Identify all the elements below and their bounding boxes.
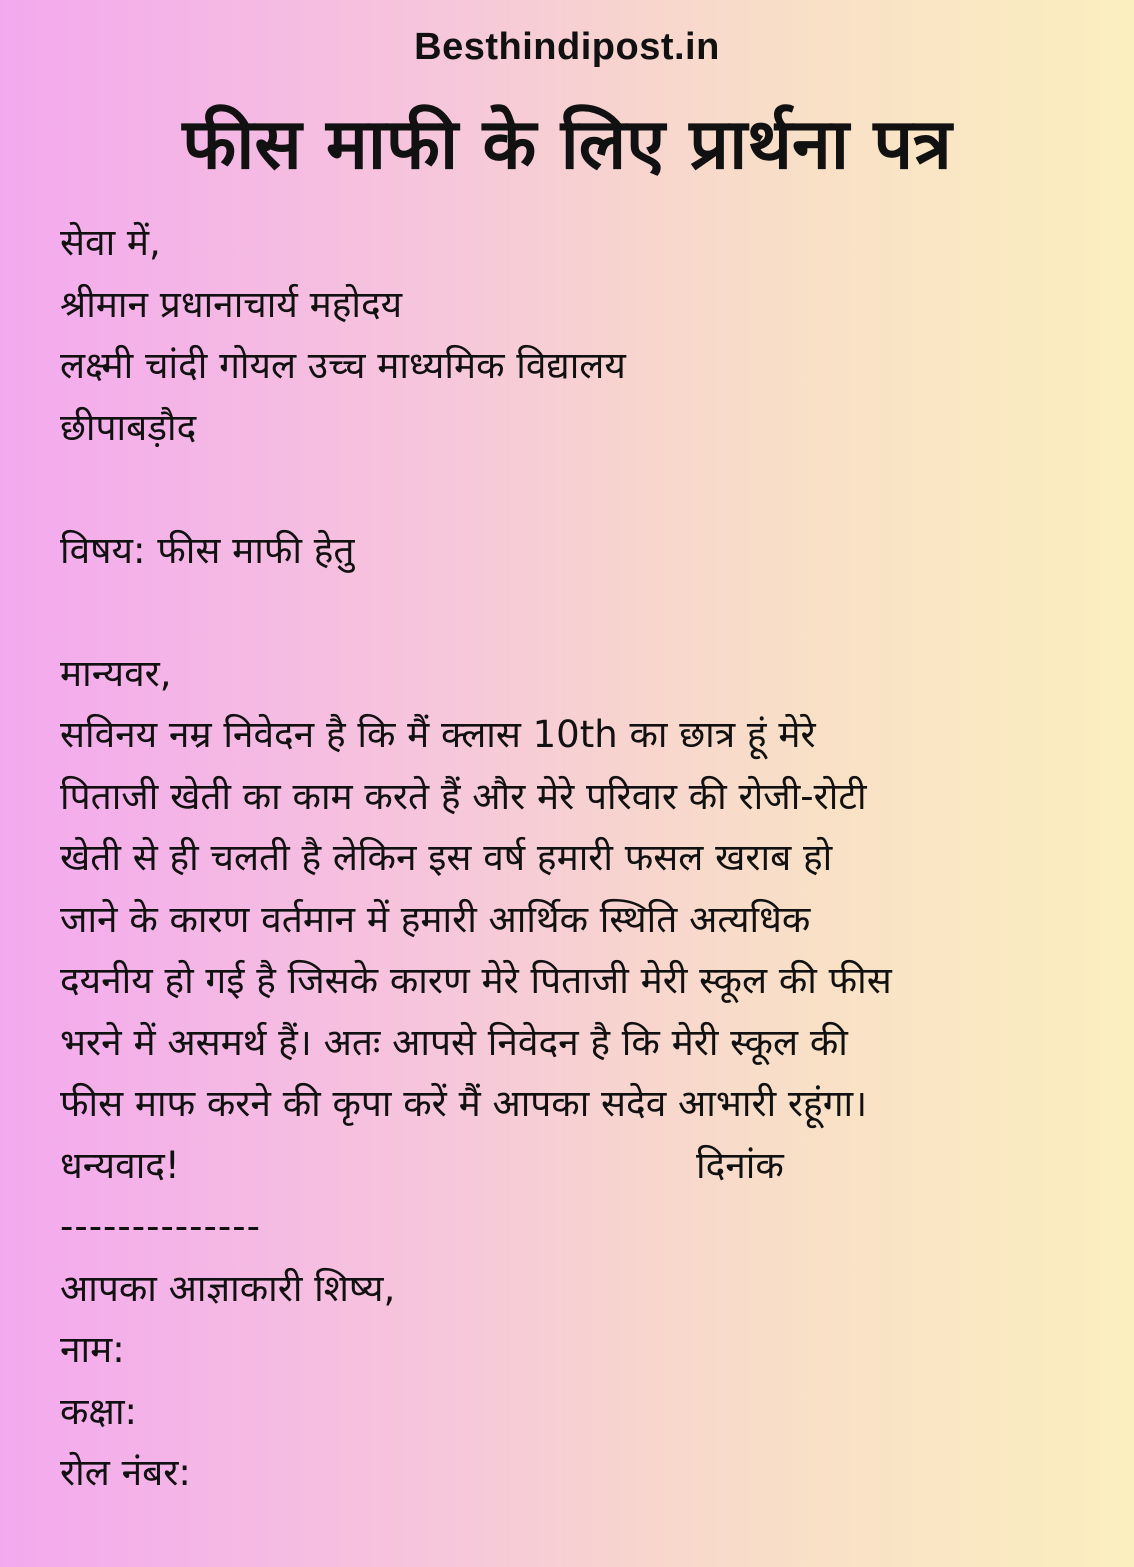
body-line-1: सविनय नम्र निवेदन है कि मैं क्लास 10th का छात्र हूं मेरे xyxy=(60,713,816,756)
body-line-5: दयनीय हो गई है जिसके कारण मेरे पिताजी मेरी स्कूल की फीस xyxy=(60,959,892,1002)
body-line-7: फीस माफ करने की कृपा करें मैं आपका सदेव आभारी रहूंगा। xyxy=(60,1082,868,1125)
roll-number-label: रोल नंबर: xyxy=(60,1451,191,1494)
address-line-3: लक्ष्मी चांदी गोयल उच्च माध्यमिक विद्यालय xyxy=(60,344,626,387)
address-line-2: श्रीमान प्रधानाचार्य महोदय xyxy=(60,282,403,326)
thanks-date-row xyxy=(60,1135,1100,1197)
thanks-text: धन्यवाद! xyxy=(60,1143,180,1187)
spacer xyxy=(60,458,1100,520)
site-name: Besthindipost.in xyxy=(414,26,720,68)
salutation: मान्यवर, xyxy=(60,651,172,695)
date-label: दिनांक xyxy=(696,1143,784,1187)
spacer xyxy=(60,581,1100,643)
name-label: नाम: xyxy=(60,1328,125,1371)
class-label: कक्षा: xyxy=(60,1389,137,1433)
letter-title: फीस माफी के लिए प्रार्थना पत्र xyxy=(182,103,952,185)
body-line-6: भरने में असमर्थ हैं। अतः आपसे निवेदन है कि मेरी स्कूल की xyxy=(60,1020,848,1064)
body-line-3: खेती से ही चलती है लेकिन इस वर्ष हमारी फसल खराब हो xyxy=(60,836,833,879)
address-line-4: छीपाबड़ौद xyxy=(60,405,197,449)
subject-line: विषय: फीस माफी हेतु xyxy=(60,528,355,572)
address-line-1: सेवा में, xyxy=(60,221,161,264)
sign-off: आपका आज्ञाकारी शिष्य, xyxy=(60,1266,396,1310)
body-line-4: जाने के कारण वर्तमान में हमारी आर्थिक स्थिति अत्यधिक xyxy=(60,897,811,941)
letter-body xyxy=(60,212,1100,1504)
dash-separator: -------------- xyxy=(60,1205,261,1248)
body-line-2: पिताजी खेती का काम करते हैं और मेरे परिवार की रोजी-रोटी xyxy=(60,774,867,818)
